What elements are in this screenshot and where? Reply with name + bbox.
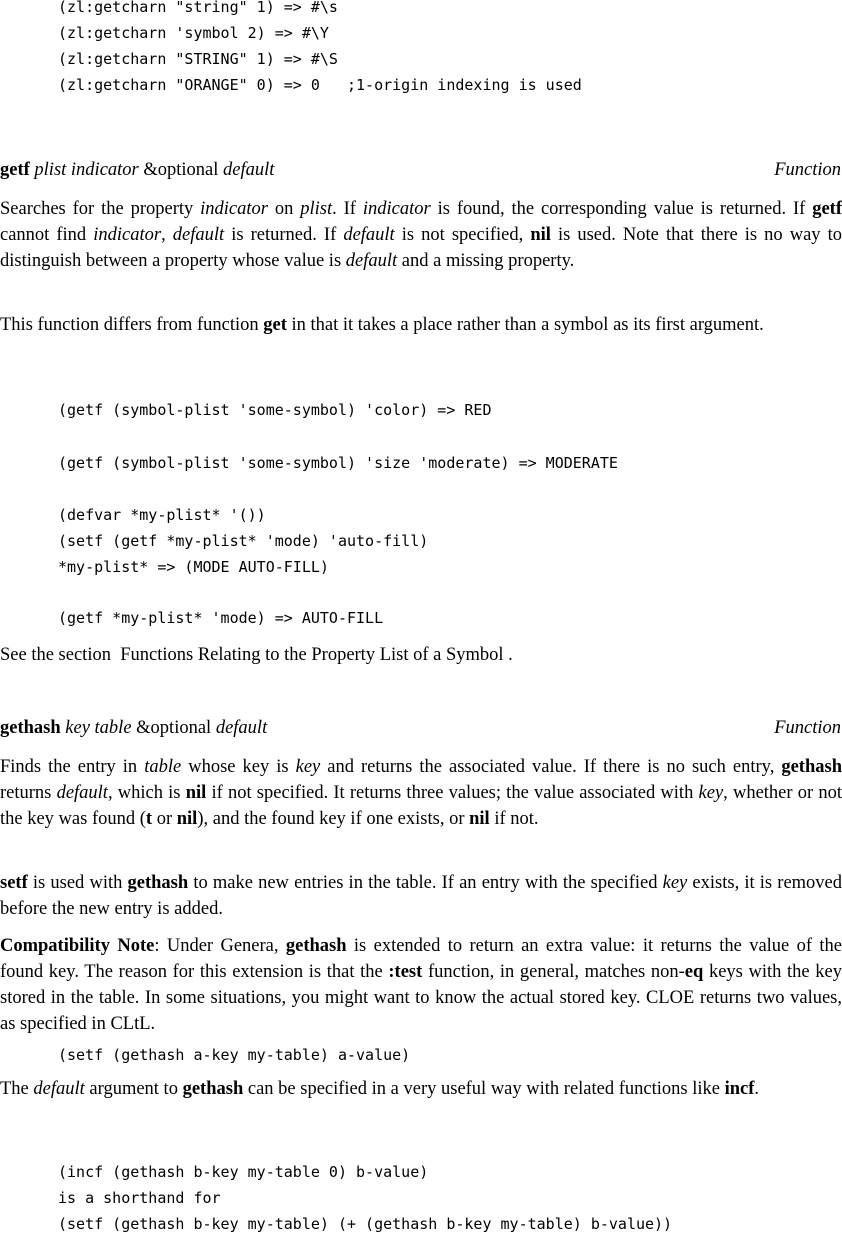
italic-term: indicator (93, 225, 162, 245)
text-run: Searches for the property (0, 199, 201, 219)
see-also: See the section Functions Relating to the Property List of a Symbol . (0, 645, 513, 665)
text-run: and returns the associated value. If there is no such entry, (320, 757, 782, 777)
bold-term: gethash (781, 757, 842, 777)
text-run: and a missing property. (397, 251, 575, 271)
code-line: (getf (symbol-plist 'some-symbol) 'size 'moderate) => MODERATE (58, 454, 618, 472)
text-run: is used with (27, 873, 128, 893)
bold-term: getf (812, 199, 842, 219)
text-run: is found, the corresponding value is returned. If (430, 199, 813, 219)
code-line: (setf (gethash b-key my-table) (+ (gethash b-key my-table) b-value)) (58, 1215, 673, 1233)
italic-term: indicator (362, 199, 431, 219)
text-run: cannot find (0, 225, 94, 245)
entry-kind: Function (774, 160, 841, 180)
getf-description (0, 196, 842, 274)
text-run: &optional (138, 160, 224, 180)
text-run: in that it takes a place rather than a symbol as its first argument. (286, 315, 764, 335)
italic-term: key (698, 783, 724, 803)
text-run: is not specified, (394, 225, 531, 245)
text-run: , which is (107, 783, 186, 803)
italic-term: indicator (200, 199, 268, 219)
entry-kind: Function (774, 718, 841, 738)
text-run: , whether or not the key was found ( (0, 783, 842, 829)
bold-term: nil (530, 225, 551, 245)
italic-term: default (223, 160, 275, 180)
text-run: keys with the key stored in the table. In some situations, you might want to know the actual stored key. CLOE returns two values, as specified in CLtL. (0, 962, 842, 1034)
italic-term: table (144, 757, 182, 777)
function-name: gethash (0, 718, 61, 738)
italic-term: key (662, 873, 688, 893)
getf-note (0, 312, 842, 338)
text-run: : Under Genera, (154, 936, 286, 956)
text-run: . (754, 1079, 760, 1099)
bold-term: get (263, 315, 287, 335)
code-line: (getf (symbol-plist 'some-symbol) 'color) => RED (58, 401, 492, 419)
italic-term: indicator (70, 160, 139, 180)
text-run: if not. (489, 809, 539, 829)
compatibility-note (0, 933, 842, 1037)
italic-term: table (94, 718, 132, 738)
text-run: argument to (84, 1079, 183, 1099)
text-run: &optional (131, 718, 216, 738)
code-line: (setf (getf *my-plist* 'mode) 'auto-fill) (58, 532, 429, 550)
bold-term: nil (176, 809, 198, 829)
italic-term: default (33, 1079, 85, 1099)
gethash-heading (0, 715, 842, 741)
bold-term: nil (469, 809, 490, 829)
italic-term: default (343, 225, 395, 245)
text-run: or (152, 809, 177, 829)
bold-term: gethash (182, 1079, 244, 1099)
bold-term: incf (724, 1079, 755, 1099)
italic-term: key (295, 757, 321, 777)
gethash-description (0, 754, 842, 832)
text-run: exists, it is removed before the new entry is added. (0, 873, 842, 919)
bold-term: eq (684, 962, 704, 982)
bold-term: gethash (127, 873, 189, 893)
text-run: function, in general, matches non- (422, 962, 685, 982)
code-line: (zl:getcharn "string" 1) => #\s (58, 0, 338, 16)
italic-term: key (65, 718, 90, 738)
text-run: returns (0, 783, 57, 803)
bold-term: :test (388, 962, 423, 982)
gethash-setf-note (0, 870, 842, 922)
code-line: (getf *my-plist* 'mode) => AUTO-FILL (58, 609, 384, 627)
bold-term: gethash (285, 936, 347, 956)
code-line: (zl:getcharn "STRING" 1) => #\S (58, 50, 338, 68)
bold-term: setf (0, 873, 28, 893)
text-run: ), and the found key if one exists, or (197, 809, 470, 829)
bold-term: t (145, 809, 153, 829)
text-run: is extended to return an extra value: it returns the value of the found key. The reason for this extension is that the (0, 936, 842, 982)
text-run: The (0, 1079, 34, 1099)
italic-term: default (345, 251, 398, 271)
function-args (34, 160, 274, 180)
code-line: (zl:getcharn 'symbol 2) => #\Y (58, 24, 329, 42)
text-run: , (161, 225, 173, 245)
italic-term: plist (300, 199, 333, 219)
code-line: (defvar *my-plist* '()) (58, 506, 266, 524)
italic-term: plist (34, 160, 67, 180)
text-run: on (267, 199, 301, 219)
default-argument-note (0, 1076, 842, 1102)
text-run: can be specified in a very useful way with related functions like (243, 1079, 725, 1099)
text-run: to make new entries in the table. If an entry with the specified (188, 873, 663, 893)
bold-term: Compatibility Note (0, 936, 155, 956)
italic-term: default (56, 783, 108, 803)
code-line: is a shorthand for (58, 1189, 221, 1207)
text-run: is used. Note that there is no way to distinguish between a property whose value is (0, 225, 842, 271)
italic-term: default (215, 718, 268, 738)
function-name: getf (0, 160, 30, 180)
code-line: *my-plist* => (MODE AUTO-FILL) (58, 558, 329, 576)
bold-term: nil (185, 783, 207, 803)
text-run: if not specified. It returns three values; the value associated with (206, 783, 699, 803)
code-line: (incf (gethash b-key my-table 0) b-value) (58, 1163, 429, 1181)
italic-term: default (172, 225, 225, 245)
text-run: Finds the entry in (0, 757, 145, 777)
text-run: whose key is (181, 757, 296, 777)
code-line: (zl:getcharn "ORANGE" 0) => 0 ;1-origin indexing is used (58, 76, 582, 94)
function-args (65, 718, 267, 738)
text-run: is returned. If (224, 225, 344, 245)
text-run: This function differs from function (0, 315, 264, 335)
getf-heading (0, 157, 842, 183)
text-run: . If (332, 199, 363, 219)
code-line: (setf (gethash a-key my-table) a-value) (58, 1046, 411, 1064)
